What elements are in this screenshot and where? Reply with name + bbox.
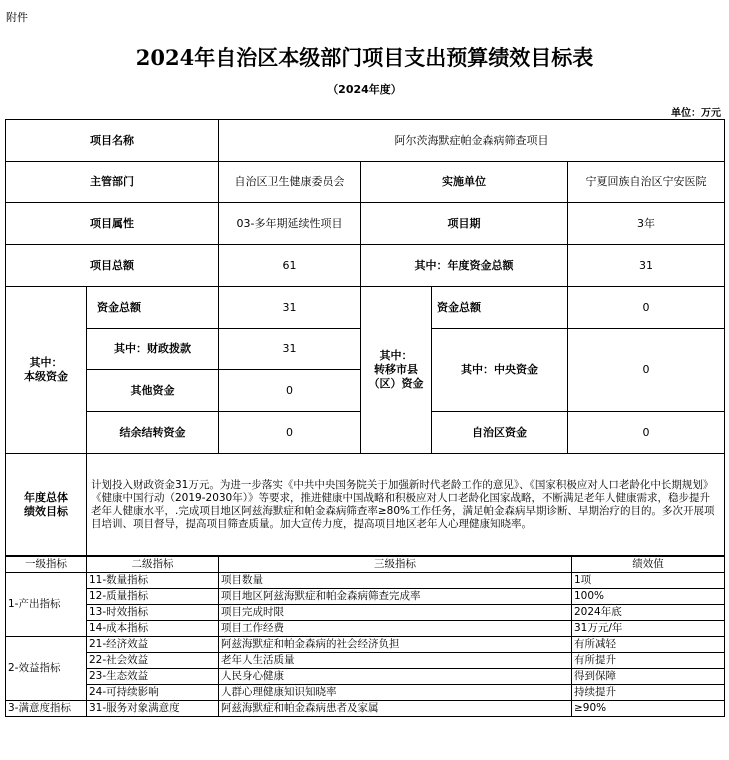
period-label: 项目期	[361, 203, 568, 245]
level2-indicator: 21-经济效益	[87, 637, 219, 653]
indicators-header-cell: 三级指标	[219, 557, 572, 573]
project-name-label: 项目名称	[6, 120, 219, 162]
indicators-header-cell: 绩效值	[572, 557, 725, 573]
goal-label: 年度总体 绩效目标	[6, 454, 87, 556]
level2-indicator: 12-质量指标	[87, 589, 219, 605]
project-name-value: 阿尔茨海默症帕金森病筛查项目	[219, 120, 725, 162]
region-label: 自治区资金	[432, 412, 568, 454]
indicator-row	[6, 589, 725, 605]
indicator-row	[6, 605, 725, 621]
indicators-header-cell: 二级指标	[87, 557, 219, 573]
transfer-funds-label: 其中： 转移市县 （区）资金	[361, 287, 432, 454]
local-total-value: 31	[219, 287, 361, 329]
indicator-row	[6, 685, 725, 701]
impl-value: 宁夏回族自治区宁安医院	[568, 162, 725, 203]
indicator-value: 2024年底	[572, 605, 725, 621]
indicator-row	[6, 637, 725, 653]
indicators-header-row	[6, 557, 725, 573]
other-value: 0	[219, 370, 361, 412]
indicator-value: 有所提升	[572, 653, 725, 669]
local-total-label: 资金总额	[87, 287, 219, 329]
region-value: 0	[568, 412, 725, 454]
central-value: 0	[568, 329, 725, 412]
transfer-total-value: 0	[568, 287, 725, 329]
other-label: 其他资金	[87, 370, 219, 412]
indicator-value: ≥90%	[572, 701, 725, 717]
indicators-table	[5, 556, 725, 717]
attachment-label: 附件	[6, 11, 28, 24]
indicator-row	[6, 669, 725, 685]
indicator-value: 100%	[572, 589, 725, 605]
level3-indicator: 项目完成时限	[219, 605, 572, 621]
level3-indicator: 项目地区阿兹海默症和帕金森病筛查完成率	[219, 589, 572, 605]
level1-indicator: 3-满意度指标	[6, 701, 87, 717]
indicator-row	[6, 653, 725, 669]
annual-label: 其中：年度资金总额	[361, 245, 568, 287]
period-value: 3年	[568, 203, 725, 245]
indicator-value: 持续提升	[572, 685, 725, 701]
level2-indicator: 22-社会效益	[87, 653, 219, 669]
level2-indicator: 23-生态效益	[87, 669, 219, 685]
fiscal-value: 31	[219, 329, 361, 370]
carry-value: 0	[219, 412, 361, 454]
level2-indicator: 13-时效指标	[87, 605, 219, 621]
level3-indicator: 项目数量	[219, 573, 572, 589]
goal-text: 计划投入财政资金31万元。为进一步落实《中共中央国务院关于加强新时代老龄工作的意见》、《国家积极应对人口老龄化中长期规划》《健康中国行动（2019-2030年）》等要求，推进健康中国战略和积极应对人口老龄化国家战略，不断满足老年人健康需求，稳步提升老年人健康水平，.完成项目地区阿兹海默症和帕金森病筛查率≥80%工作任务，满足帕金森病早期诊断、早期治疗的目的。多次开展项目培训、项目督导，提高项目筛查质量。加大宣传力度，提高项目地区老年人心理健康知晓率。	[87, 454, 725, 556]
total-value: 61	[219, 245, 361, 287]
indicator-value: 31万元/年	[572, 621, 725, 637]
year-subtitle: （2024年度）	[327, 83, 402, 96]
unit-label: 单位：万元	[671, 108, 721, 119]
dept-label: 主管部门	[6, 162, 219, 203]
level3-indicator: 阿兹海默症和帕金森病的社会经济负担	[219, 637, 572, 653]
indicator-row	[6, 573, 725, 589]
level1-indicator: 1-产出指标	[6, 573, 87, 637]
level1-indicator: 2-效益指标	[6, 637, 87, 701]
level3-indicator: 老年人生活质量	[219, 653, 572, 669]
impl-label: 实施单位	[361, 162, 568, 203]
indicator-row	[6, 621, 725, 637]
indicator-value: 得到保障	[572, 669, 725, 685]
level3-indicator: 阿兹海默症和帕金森病患者及家属	[219, 701, 572, 717]
local-funds-label: 其中： 本级资金	[6, 287, 87, 454]
attr-value: 03-多年期延续性项目	[219, 203, 361, 245]
level3-indicator: 人群心理健康知识知晓率	[219, 685, 572, 701]
central-label: 其中：中央资金	[432, 329, 568, 412]
attr-label: 项目属性	[6, 203, 219, 245]
annual-value: 31	[568, 245, 725, 287]
level2-indicator: 31-服务对象满意度	[87, 701, 219, 717]
level3-indicator: 人民身心健康	[219, 669, 572, 685]
level2-indicator: 24-可持续影响	[87, 685, 219, 701]
transfer-total-label: 资金总额	[432, 287, 568, 329]
level2-indicator: 14-成本指标	[87, 621, 219, 637]
indicators-header-cell: 一级指标	[6, 557, 87, 573]
indicator-value: 有所减轻	[572, 637, 725, 653]
indicator-row	[6, 701, 725, 717]
dept-value: 自治区卫生健康委员会	[219, 162, 361, 203]
carry-label: 结余结转资金	[87, 412, 219, 454]
project-info-table	[5, 119, 725, 556]
level3-indicator: 项目工作经费	[219, 621, 572, 637]
page-title: 2024年自治区本级部门项目支出预算绩效目标表	[135, 45, 594, 70]
fiscal-label: 其中：财政拨款	[87, 329, 219, 370]
total-label: 项目总额	[6, 245, 219, 287]
level2-indicator: 11-数量指标	[87, 573, 219, 589]
indicator-value: 1项	[572, 573, 725, 589]
